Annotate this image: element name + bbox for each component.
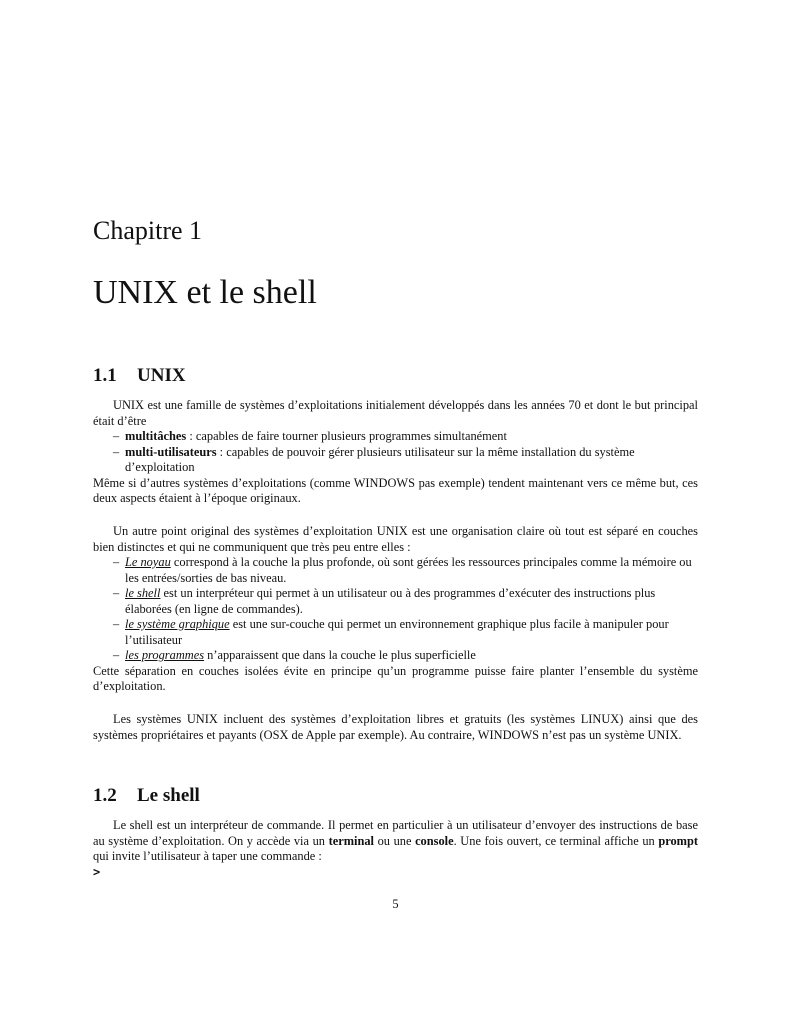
paragraph: Même si d’autres systèmes d’exploitations (comme WINDOWS pas exemple) tendent maintenant vers ce même but, ces deux aspects étaient à l’époque originaux. <box>93 475 698 505</box>
list-item: – Le noyau correspond à la couche la plus profonde, où sont gérées les ressources principales comme la mémoire ou les entrées/sorties de bas niveau. <box>113 555 692 585</box>
text-run: Le shell est un interpréteur de commande. Il permet en particulier à un utilisateur d’envoyer des instructions de base au système d’exploitation. On y accède via un <box>93 818 698 848</box>
section-number: 1.1 <box>93 365 117 386</box>
list-text: correspond à la couche la plus profonde, où sont gérées les ressources principales comme la mémoire ou les entrées/sorties de bas niveau. <box>125 555 692 585</box>
list-item: – multitâches : capables de faire tourner plusieurs programmes simultanément <box>113 429 507 443</box>
list-term: Le noyau <box>125 555 171 569</box>
text-run: ou une <box>373 833 416 848</box>
prompt-glyph: > <box>93 864 101 879</box>
section-unix-block-3 <box>93 712 698 743</box>
paragraph <box>93 818 698 865</box>
term-terminal: terminal <box>328 833 374 848</box>
list-term: les programmes <box>125 648 205 662</box>
paragraph: Un autre point original des systèmes d’exploitation UNIX est une organisation claire où tout est séparé en couches bien distinctes et qui ne communiquent que très peu entre elles : <box>93 524 698 554</box>
chapter-title: UNIX et le shell <box>93 274 317 311</box>
text-run: . Une fois ouvert, ce terminal affiche un <box>453 833 659 848</box>
list-text: est une sur-couche qui permet un environnement graphique plus facile à manipuler pour l’utilisateur <box>125 617 669 647</box>
list-text: : capables de pouvoir gérer plusieurs utilisateur sur la même installation du système d’exploitation <box>125 444 635 474</box>
list-item: – multi-utilisateurs : capables de pouvoir gérer plusieurs utilisateur sur la même installation du système d’exploitation <box>113 444 635 474</box>
list-item: – le shell est un interpréteur qui permet à un utilisateur ou à des programmes d’exécuter des instructions plus élaborées (en ligne de commandes). <box>113 586 656 616</box>
text-run: qui invite l’utilisateur à taper une commande : <box>93 849 322 863</box>
list-item: – les programmes n’apparaissent que dans la couche le plus superficielle <box>113 648 476 662</box>
chapter-label: Chapitre 1 <box>93 216 203 245</box>
section-unix-block-1 <box>93 398 698 507</box>
section-heading-unix <box>93 365 186 387</box>
layers-list <box>93 555 698 664</box>
term-console: console <box>415 833 454 848</box>
section-title: UNIX <box>137 365 186 386</box>
list-term: le shell <box>125 586 161 600</box>
list-text: : capables de faire tourner plusieurs programmes simultanément <box>186 429 507 443</box>
list-term: multitâches <box>125 429 187 443</box>
section-shell-block <box>93 818 698 880</box>
section-unix-block-2 <box>93 524 698 695</box>
section-number: 1.2 <box>93 785 117 806</box>
prompt-symbol <box>93 865 698 881</box>
list-text: n’apparaissent que dans la couche le plus superficielle <box>204 648 476 662</box>
paragraph: Cette séparation en couches isolées évite en principe qu’un programme puisse faire planter l’ensemble du système d’exploitation. <box>93 663 698 693</box>
paragraph: Les systèmes UNIX incluent des systèmes d’exploitation libres et gratuits (les systèmes LINUX) ainsi que des systèmes propriétaires et payants (OSX de Apple par exemple). Au contraire, WINDOWS n’est pas un système UNIX. <box>93 712 698 742</box>
list-term: le système graphique <box>125 617 230 631</box>
section-title: Le shell <box>137 785 200 806</box>
list-item: – le système graphique est une sur-couche qui permet un environnement graphique plus facile à manipuler pour l’utilisateur <box>113 617 669 647</box>
feature-list <box>93 429 698 476</box>
section-heading-shell <box>93 785 200 807</box>
paragraph: UNIX est une famille de systèmes d’exploitations initialement développés dans les années 70 et dont le but principal était d’être <box>93 398 698 428</box>
page-number: 5 <box>392 897 399 911</box>
list-term: multi-utilisateurs <box>125 444 217 459</box>
term-prompt: prompt <box>658 833 699 848</box>
list-text: est un interpréteur qui permet à un utilisateur ou à des programmes d’exécuter des instructions plus élaborées (en ligne de commandes). <box>125 586 656 616</box>
